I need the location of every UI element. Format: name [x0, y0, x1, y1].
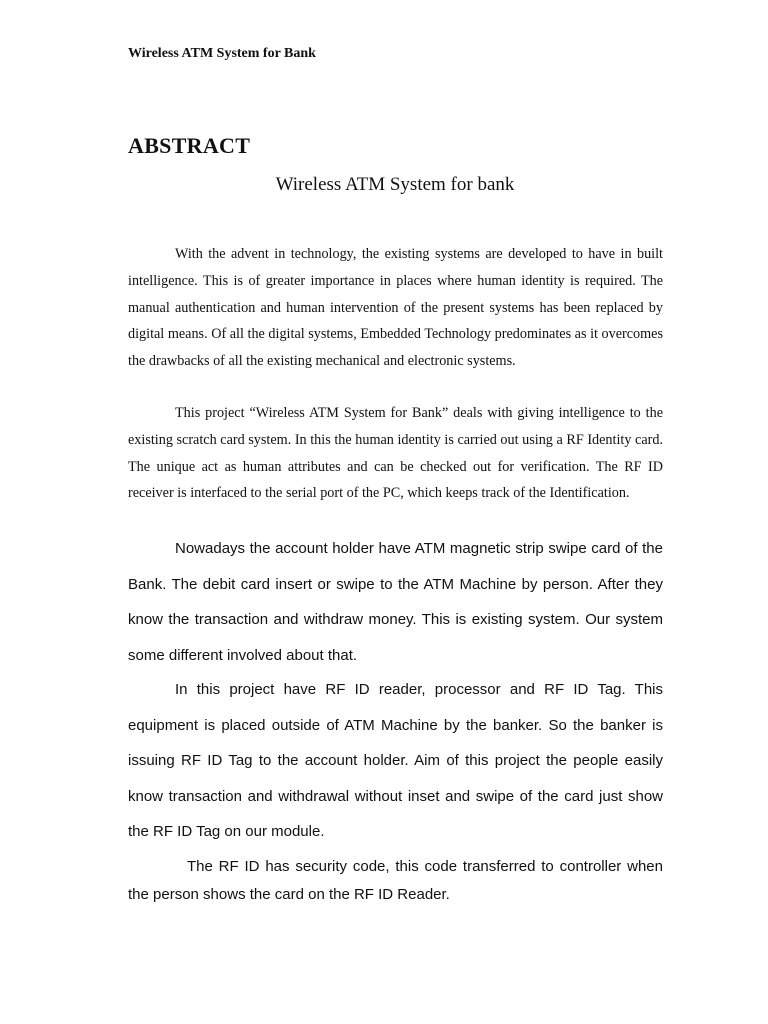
document-title: Wireless ATM System for bank: [275, 174, 515, 195]
paragraph: In this project have RF ID reader, processor and RF ID Tag. This equipment is placed outside of ATM Machine by the banker. So the banker is issuing RF ID Tag to the account holder. Aim of this project the people easily know transaction and withdrawal without inset and swipe of the card just show the RF ID Tag on our module.: [128, 681, 663, 840]
paragraph: The RF ID has security code, this code transferred to controller when the person shows the card on the RF ID Reader.: [128, 858, 663, 903]
running-header: Wireless ATM System for Bank: [128, 46, 316, 61]
abstract-block-1: [128, 241, 663, 375]
abstract-block-4: [128, 672, 663, 850]
abstract-block-3: [128, 531, 663, 673]
abstract-block-5: [128, 853, 663, 909]
paragraph: Nowadays the account holder have ATM magnetic strip swipe card of the Bank. The debit card insert or swipe to the ATM Machine by person. After they know the transaction and withdraw money. This is existing system. Our system some different involved about that.: [128, 540, 663, 664]
abstract-block-2: [128, 400, 663, 507]
section-heading: ABSTRACT: [128, 133, 251, 158]
paragraph: With the advent in technology, the existing systems are developed to have in built intelligence. This is of greater importance in places where human identity is required. The manual authentication and human intervention of the present systems has been replaced by digital means. Of all the digital systems, Embedded Technology predominates as it overcomes the drawbacks of all the existing mechanical and electronic systems.: [128, 246, 663, 370]
paragraph: This project “Wireless ATM System for Bank” deals with giving intelligence to the existing scratch card system. In this the human identity is carried out using a RF Identity card. The unique act as human attributes and can be checked out for verification. The RF ID receiver is interfaced to the serial port of the PC, which keeps track of the Identification.: [128, 405, 663, 502]
